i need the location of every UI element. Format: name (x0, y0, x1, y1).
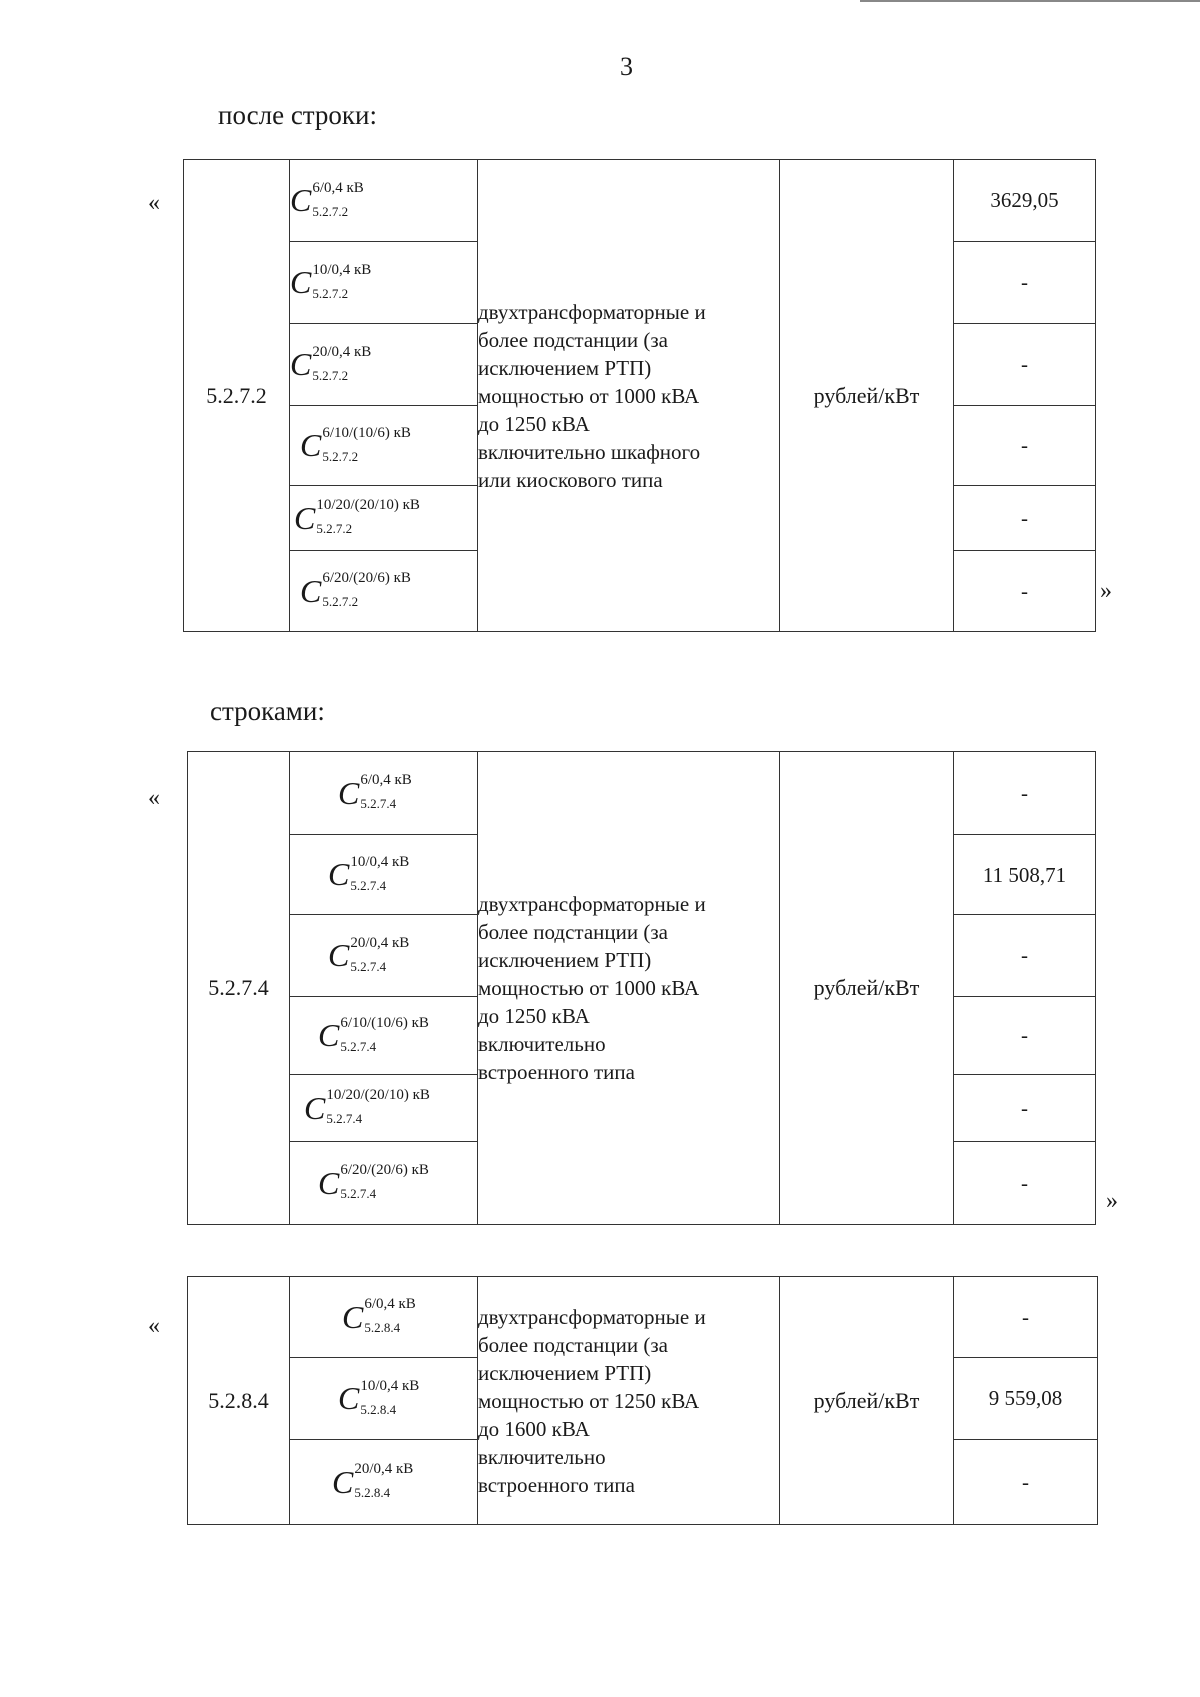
formula-superscript: 10/0,4 кВ (312, 261, 372, 278)
value-cell: - (954, 406, 1096, 486)
table-body (184, 160, 1096, 632)
rate-symbol-cell (290, 1440, 478, 1525)
closing-quote: » (1100, 578, 1112, 604)
formula-superscript: 20/0,4 кВ (354, 1461, 414, 1477)
rate-formula (300, 424, 411, 464)
unit-cell: рублей/кВт (780, 752, 954, 1225)
intro-after-line: после строки: (218, 100, 377, 130)
formula-superscript: 6/20/(20/6) кВ (340, 1162, 429, 1178)
closing-quote: » (1106, 1188, 1118, 1214)
description-line: исключением РТП) (478, 948, 652, 972)
formula-subscript: 5.2.7.2 (312, 203, 349, 219)
description-line: мощностью от 1000 кВА (478, 383, 700, 408)
value-cell: 9 559,08 (954, 1358, 1098, 1440)
rate-symbol-cell (290, 1075, 478, 1142)
formula-symbol: C (338, 1380, 360, 1416)
rate-symbol-cell (290, 915, 478, 997)
description-line: более подстанции (за (478, 920, 668, 944)
value-cell: - (954, 1142, 1096, 1225)
formula-subscript: 5.2.7.2 (312, 367, 349, 383)
rate-symbol-cell (290, 486, 478, 551)
value-cell: - (954, 1075, 1096, 1142)
formula-superscript: 10/20/(20/10) кВ (316, 497, 420, 513)
rate-symbol-cell (290, 997, 478, 1075)
formula-superscript: 6/0,4 кВ (360, 772, 412, 788)
formula-symbol: C (300, 427, 322, 463)
formula-superscript: 20/0,4 кВ (312, 343, 372, 360)
tariff-table-5-2-8-4 (187, 1276, 1098, 1525)
formula-symbol: C (290, 264, 312, 300)
rate-symbol-cell (290, 160, 478, 242)
description-line: более подстанции (за (478, 1332, 668, 1357)
rate-formula (294, 497, 420, 537)
formula-superscript: 10/0,4 кВ (350, 853, 410, 870)
description-cell (478, 1277, 780, 1525)
formula-symbol: C (332, 1463, 354, 1500)
description-line: включительно (478, 1032, 606, 1056)
rate-symbol-cell (290, 1277, 478, 1358)
value-cell: - (954, 1277, 1098, 1358)
table-row (188, 752, 1096, 835)
description-line: или киоскового типа (478, 467, 663, 492)
description-line: до 1600 кВА (478, 1416, 590, 1441)
description-line: исключением РТП) (478, 355, 652, 380)
code-cell: 5.2.7.2 (184, 160, 290, 632)
opening-quote: « (148, 1313, 160, 1339)
formula-symbol: C (328, 937, 350, 973)
formula-subscript: 5.2.7.2 (312, 285, 349, 301)
rate-formula (332, 1461, 414, 1501)
intro-with-line: строками: (210, 696, 325, 726)
formula-symbol: C (300, 572, 322, 609)
value-cell: - (954, 486, 1096, 551)
rate-formula (328, 934, 410, 974)
value-cell: - (954, 551, 1096, 632)
value-cell: - (954, 915, 1096, 997)
rate-formula (318, 1014, 429, 1054)
formula-subscript: 5.2.7.2 (322, 448, 359, 464)
rate-formula (338, 772, 412, 812)
value-cell: 11 508,71 (954, 835, 1096, 915)
value-cell: - (954, 1440, 1098, 1525)
formula-subscript: 5.2.7.2 (316, 521, 353, 536)
value-cell: 3629,05 (954, 160, 1096, 242)
formula-symbol: C (304, 1089, 326, 1126)
rate-symbol-cell (290, 835, 478, 915)
formula-subscript: 5.2.7.2 (322, 594, 359, 609)
description-cell (478, 160, 780, 632)
rate-formula (300, 570, 411, 610)
formula-subscript: 5.2.7.4 (340, 1186, 377, 1201)
formula-superscript: 20/0,4 кВ (350, 934, 410, 951)
rate-formula (290, 343, 372, 383)
formula-subscript: 5.2.7.4 (350, 958, 387, 974)
page-number: 3 (620, 52, 633, 81)
formula-symbol: C (290, 346, 312, 382)
formula-symbol: C (342, 1298, 364, 1335)
description-cell (478, 752, 780, 1225)
rate-symbol-cell (290, 551, 478, 632)
rate-formula (304, 1087, 430, 1127)
description-line: двухтрансформаторные и (478, 299, 706, 324)
rate-formula (318, 1162, 429, 1202)
formula-subscript: 5.2.7.4 (326, 1111, 363, 1126)
formula-superscript: 6/10/(10/6) кВ (322, 424, 411, 441)
formula-superscript: 6/0,4 кВ (364, 1296, 416, 1312)
formula-subscript: 5.2.8.4 (360, 1401, 397, 1417)
formula-symbol: C (328, 856, 350, 892)
formula-superscript: 6/0,4 кВ (312, 179, 364, 196)
formula-subscript: 5.2.7.4 (350, 877, 387, 893)
formula-superscript: 6/10/(10/6) кВ (340, 1014, 429, 1031)
description-line: до 1250 кВА (478, 1004, 590, 1028)
rate-symbol-cell (290, 242, 478, 324)
description-line: двухтрансформаторные и (478, 892, 706, 916)
formula-superscript: 6/20/(20/6) кВ (322, 570, 411, 586)
rate-formula (338, 1377, 420, 1417)
description-line: встроенного типа (478, 1060, 635, 1084)
value-cell: - (954, 324, 1096, 406)
value-cell: - (954, 242, 1096, 324)
rate-formula (328, 853, 410, 893)
formula-symbol: C (318, 1164, 340, 1201)
formula-subscript: 5.2.8.4 (364, 1320, 401, 1335)
description-line: исключением РТП) (478, 1360, 652, 1385)
formula-superscript: 10/20/(20/10) кВ (326, 1087, 430, 1103)
formula-subscript: 5.2.8.4 (354, 1485, 391, 1500)
description-line: более подстанции (за (478, 327, 668, 352)
tariff-table-5-2-7-2 (183, 159, 1096, 632)
rate-symbol-cell (290, 324, 478, 406)
rate-symbol-cell (290, 1142, 478, 1225)
description-line: мощностью от 1250 кВА (478, 1388, 700, 1413)
formula-symbol: C (318, 1017, 340, 1053)
formula-symbol: C (338, 774, 360, 811)
rate-formula (290, 179, 364, 219)
rate-symbol-cell (290, 406, 478, 486)
description-line: встроенного типа (478, 1472, 635, 1497)
unit-cell: рублей/кВт (780, 1277, 954, 1525)
table-body (188, 752, 1096, 1225)
value-cell: - (954, 997, 1096, 1075)
code-cell: 5.2.8.4 (188, 1277, 290, 1525)
description-line: до 1250 кВА (478, 411, 590, 436)
table-row (184, 160, 1096, 242)
formula-subscript: 5.2.7.4 (360, 796, 397, 811)
rate-formula (290, 261, 372, 301)
opening-quote: « (148, 785, 160, 811)
opening-quote: « (148, 190, 160, 216)
formula-symbol: C (294, 499, 316, 536)
description-line: мощностью от 1000 кВА (478, 976, 700, 1000)
table-row (188, 1277, 1098, 1358)
formula-subscript: 5.2.7.4 (340, 1038, 377, 1054)
description-line: включительно (478, 1444, 606, 1469)
description-line: включительно шкафного (478, 439, 701, 464)
unit-cell: рублей/кВт (780, 160, 954, 632)
code-cell: 5.2.7.4 (188, 752, 290, 1225)
rate-symbol-cell (290, 1358, 478, 1440)
rate-symbol-cell (290, 752, 478, 835)
formula-superscript: 10/0,4 кВ (360, 1377, 420, 1394)
formula-symbol: C (290, 182, 312, 218)
value-cell: - (954, 752, 1096, 835)
table-body (188, 1277, 1098, 1525)
top-edge-line (860, 0, 1200, 2)
rate-formula (342, 1296, 416, 1336)
description-line: двухтрансформаторные и (478, 1304, 706, 1329)
tariff-table-5-2-7-4 (187, 751, 1096, 1225)
